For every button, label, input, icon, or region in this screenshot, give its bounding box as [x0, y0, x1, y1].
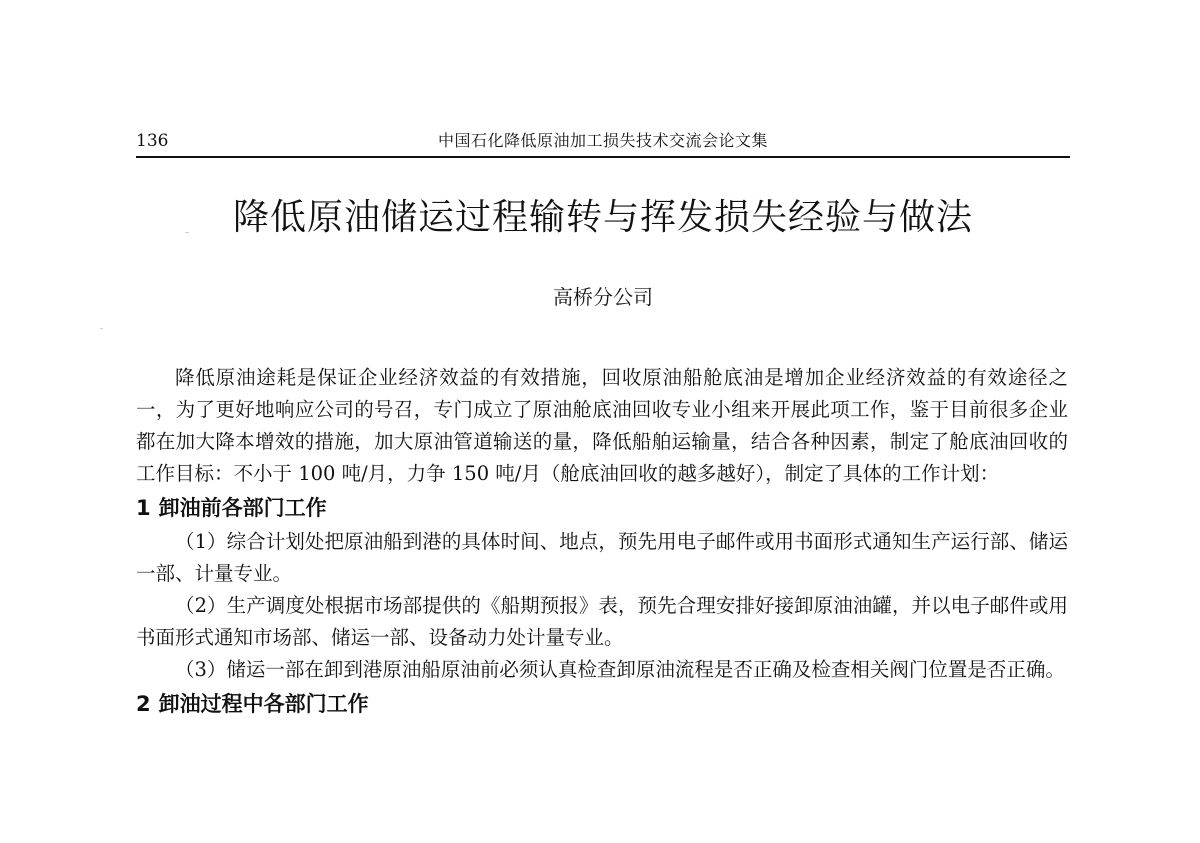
intro-paragraph: 降低原油途耗是保证企业经济效益的有效措施，回收原油船舱底油是增加企业经济效益的有效途径之一，为了更好地响应公司的号召，专门成立了原油舱底油回收专业小组来开展此项工作，鉴于目前很多企业都在加大降本增效的措施，加大原油管道输送的量，降低船舶运输量，结合各种因素，制定了舱底油回收的工作目标：不小于 100 吨/月，力争 150 吨/月（舱底油回收的越多越好），制定了具体的工作计划：: [136, 366, 1068, 485]
body-text: [136, 362, 1068, 722]
list-item: （3）储运一部在卸到港原油船原油前必须认真检查卸原油流程是否正确及检查相关阀门位置是否正确。: [175, 658, 1065, 681]
section-title: 卸油过程中各部门工作: [158, 692, 369, 716]
list-item: （2）生产调度处根据市场部提供的《船期预报》表，预先合理安排好接卸原油油罐，并以电子邮件或用书面形式通知市场部、储运一部、设备动力处计量专业。: [136, 594, 1068, 649]
section-heading: [136, 490, 1068, 526]
header-rule: [136, 156, 1070, 158]
paper-title: 降低原油储运过程输转与挥发损失经验与做法: [232, 197, 973, 238]
scan-mark: [100, 328, 103, 329]
list-item: （1）综合计划处把原油船到港的具体时间、地点，预先用电子邮件或用书面形式通知生产运行部、储运一部、计量专业。: [136, 530, 1068, 585]
page-number: 136: [136, 131, 169, 151]
scan-mark: [185, 232, 189, 233]
running-header: [136, 128, 1070, 154]
section-number: 1: [136, 496, 151, 520]
journal-title: 中国石化降低原油加工损失技术交流会论文集: [437, 131, 768, 150]
section-heading: [136, 686, 1068, 722]
section-title: 卸油前各部门工作: [158, 496, 327, 520]
author-affiliation: 高桥分公司: [553, 285, 653, 309]
section-number: 2: [136, 692, 151, 716]
